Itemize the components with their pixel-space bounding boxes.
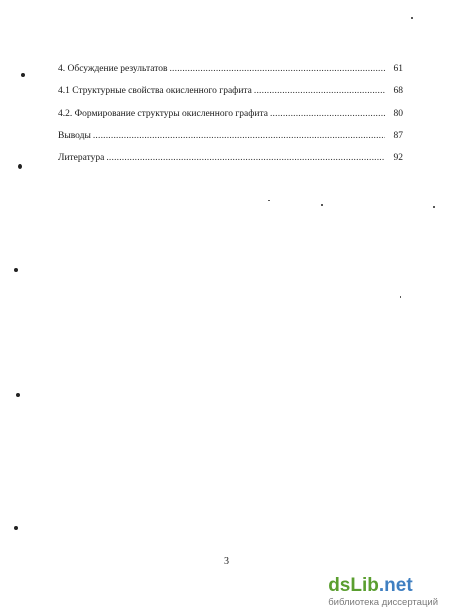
- scan-speck: [411, 17, 413, 19]
- toc-entry-title: 4.2. Формирование структуры окисленного графита: [58, 109, 268, 119]
- toc-entry-title: Литература: [58, 153, 105, 163]
- toc-leader-dots: [169, 63, 385, 75]
- scan-speck: [14, 268, 18, 272]
- toc-entry-page: 92: [393, 153, 403, 163]
- scan-speck: [268, 200, 270, 201]
- scan-speck: [16, 393, 20, 397]
- toc-entry-page: 68: [393, 86, 403, 96]
- scan-speck: [14, 526, 18, 530]
- toc-leader-dots: [254, 85, 385, 97]
- toc-entry-page: 80: [393, 109, 403, 119]
- toc-entry: [58, 63, 403, 75]
- watermark-logo: [328, 576, 438, 596]
- table-of-contents: [58, 63, 403, 164]
- toc-entry-title: Выводы: [58, 131, 91, 141]
- toc-entry-page: 61: [393, 64, 403, 74]
- toc-entry: [58, 130, 403, 142]
- scan-speck: [400, 296, 401, 298]
- toc-leader-dots: [270, 108, 385, 120]
- page-number: 3: [224, 556, 229, 567]
- scan-speck: [433, 206, 435, 208]
- scan-speck: [18, 164, 22, 169]
- toc-leader-dots: [93, 130, 385, 142]
- watermark: [328, 576, 438, 608]
- toc-leader-dots: [106, 152, 385, 164]
- toc-entry: [58, 152, 403, 164]
- scan-speck: [321, 204, 323, 206]
- toc-entry-page: 87: [393, 131, 403, 141]
- watermark-subtitle: библиотека диссертаций: [328, 597, 438, 608]
- toc-entry: [58, 85, 403, 97]
- toc-entry-title: 4. Обсуждение результатов: [58, 64, 168, 74]
- scan-speck: [21, 73, 25, 77]
- watermark-logo-suffix: .net: [378, 575, 413, 596]
- toc-entry: [58, 108, 403, 120]
- toc-entry-title: 4.1 Структурные свойства окисленного графита: [58, 86, 252, 96]
- watermark-logo-prefix: dsLib: [328, 575, 379, 596]
